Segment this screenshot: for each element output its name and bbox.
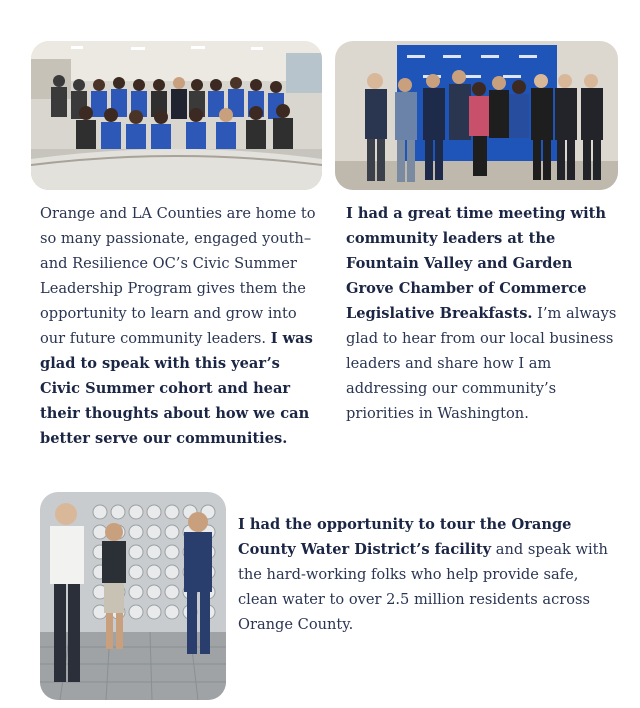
civic-summer-photo-illustration — [31, 41, 322, 190]
civic-summer-paragraph — [40, 201, 324, 451]
water-district-paragraph — [238, 512, 618, 637]
water-district-photo-illustration — [40, 492, 226, 700]
civic-summer-cohort-photo — [31, 41, 322, 190]
legislative-breakfast-bold-text: I had a great time meeting with community leaders at the Fountain Valley and Garden Grove Chamber of Commerce Legislative Breakfasts. — [346, 205, 606, 322]
legislative-breakfast-photo-illustration — [335, 41, 618, 190]
civic-summer-bold-text: I was glad to speak with this year’s Civic Summer cohort and hear their thoughts about how we can better serve our communities. — [40, 330, 313, 447]
water-district-body-text: and speak with the hard-working folks who help provide safe, clean water to over 2.5 million residents across Orange County. — [238, 541, 608, 633]
water-district-tour-photo — [40, 492, 226, 700]
civic-summer-intro-text: Orange and LA Counties are home to so many passionate, engaged youth–and Resilience OC’s Civic Summer Leadership Program gives them the opportunity to learn and grow into our future community leaders. — [40, 205, 316, 347]
legislative-breakfast-body-text: I’m always glad to hear from our local business leaders and share how I am addressing our community’s priorities in Washington. — [346, 305, 617, 422]
legislative-breakfast-paragraph — [346, 201, 624, 426]
water-district-bold-text: I had the opportunity to tour the Orange County Water District’s facility — [238, 516, 572, 558]
legislative-breakfast-photo — [335, 41, 618, 190]
